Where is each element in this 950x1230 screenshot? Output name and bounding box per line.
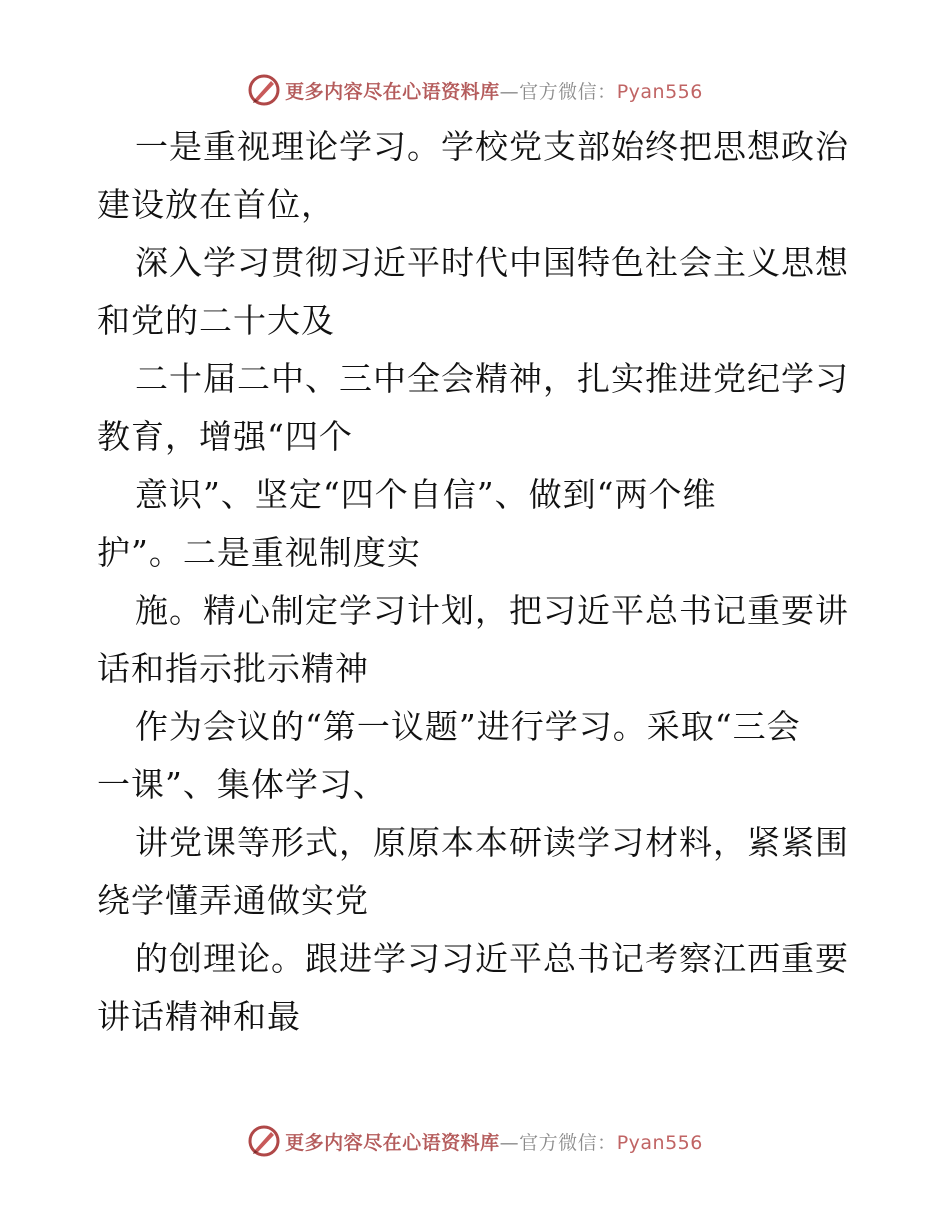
body-line: 意识”、坚定“四个自信”、做到“两个维 — [135, 475, 717, 514]
body-line: 话和指示批示精神 — [97, 649, 369, 688]
header-dash: — — [499, 80, 520, 103]
footer-wechat-id: Pyan556 — [616, 1131, 703, 1154]
body-line: 教育，增强“四个 — [97, 417, 353, 456]
body-line: 深入学习贯彻习近平时代中国特色社会主义思想 — [135, 243, 849, 282]
body-line: 绕学懂弄通做实党 — [97, 881, 369, 920]
body-line: 一是重视理论学习。学校党支部始终把思想政治 — [135, 127, 849, 166]
header-banner-text — [285, 77, 703, 104]
document-body — [97, 118, 857, 1046]
body-line: 二十届二中、三中全会精神，扎实推进党纪学习 — [135, 359, 849, 398]
body-line: 讲党课等形式，原原本本研读学习材料，紧紧围 — [135, 823, 849, 862]
header-site-text: 更多内容尽在心语资料库 — [285, 80, 500, 103]
body-line: 护”。二是重视制度实 — [97, 533, 421, 572]
header-banner — [0, 70, 950, 110]
footer-wechat-label: 官方微信： — [519, 1131, 617, 1154]
body-line: 和党的二十大及 — [97, 301, 335, 340]
body-line: 的创理论。跟进学习习近平总书记考察江西重要 — [135, 939, 849, 978]
footer-dash: — — [499, 1131, 520, 1154]
header-wechat-label: 官方微信： — [519, 80, 617, 103]
pen-logo-icon — [247, 1124, 281, 1158]
pen-logo-icon — [247, 73, 281, 107]
footer-banner — [0, 1121, 950, 1161]
footer-banner-text — [285, 1128, 703, 1155]
body-line: 讲话精神和最 — [97, 997, 301, 1036]
footer-site-text: 更多内容尽在心语资料库 — [285, 1131, 500, 1154]
body-line: 施。精心制定学习计划，把习近平总书记重要讲 — [135, 591, 849, 630]
header-wechat-id: Pyan556 — [616, 80, 703, 103]
body-line: 建设放在首位， — [97, 185, 335, 224]
body-line: 一课”、集体学习、 — [97, 765, 387, 804]
body-line: 作为会议的“第一议题”进行学习。采取“三会 — [135, 707, 801, 746]
